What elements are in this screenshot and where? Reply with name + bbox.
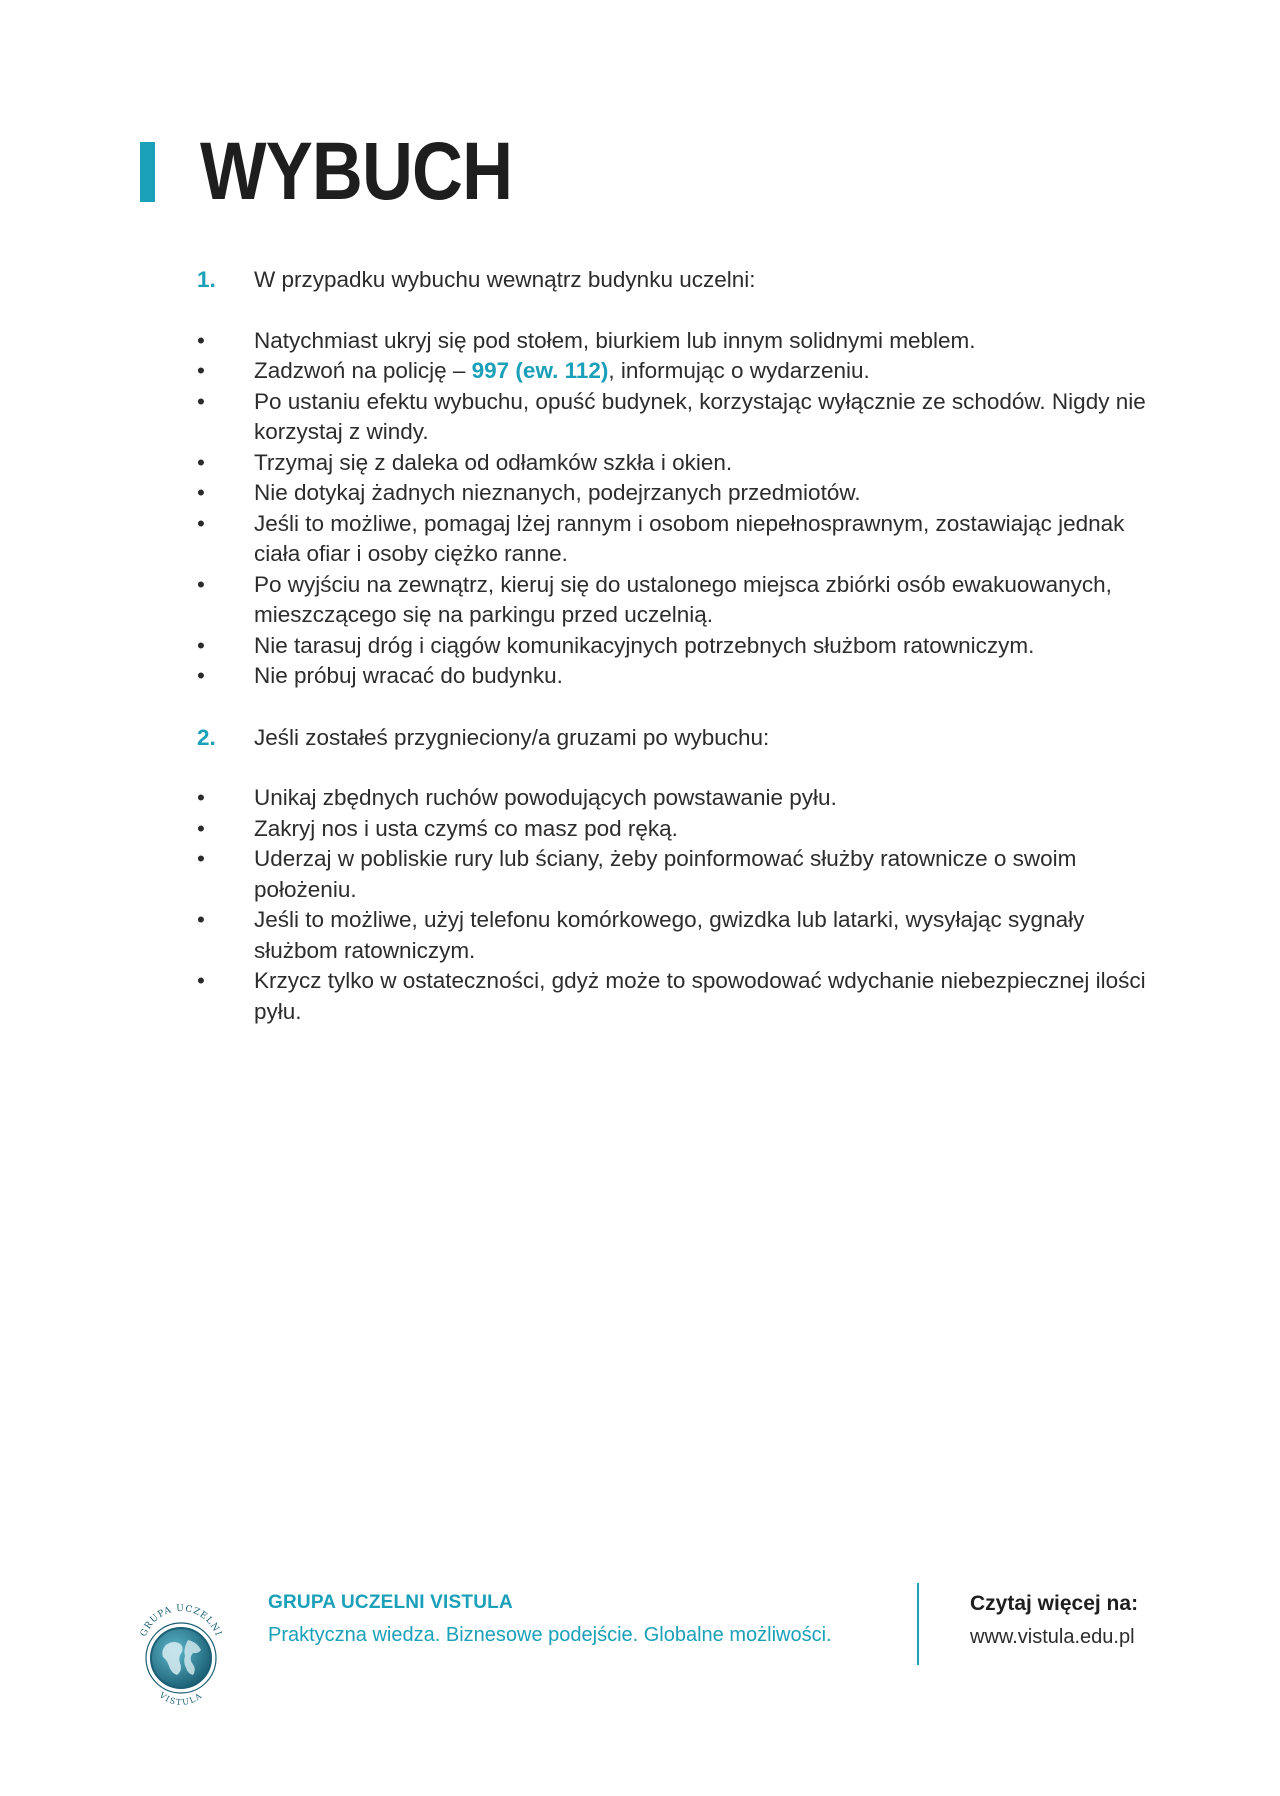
footer-read-more-label: Czytaj więcej na: [970,1592,1139,1615]
emergency-number: 997 (ew. 112) [471,358,609,383]
bullet-list [197,326,1157,692]
bullet-icon: • [197,388,205,414]
footer-brand-block [268,1592,832,1647]
list-item: • Uderzaj w pobliskie rury lub ściany, żeby poinformować służby ratownicze o swoim położeniu. [197,846,1077,902]
section-number: 1. [197,267,216,292]
list-item: • Po wyjściu na zewnątrz, kieruj się do ustalonego miejsca zbiórki osób ewakuowanych, mieszczącego się na parkingu przed uczelnią. [197,571,1112,627]
section-heading-text: W przypadku wybuchu wewnątrz budynku uczelni: [254,267,756,292]
bullet-icon: • [197,846,205,871]
bullet-icon: • [197,968,205,993]
list-item: • Trzymaj się z daleka od odłamków szkła i okien. [197,448,1157,479]
footer-read-more-block [970,1592,1138,1649]
section-heading [197,265,1157,296]
bullet-icon: • [197,785,205,810]
list-item: • Nie tarasuj dróg i ciągów komunikacyjnych potrzebnych służbom ratowniczym. [197,631,1157,662]
footer-website-link[interactable]: www.vistula.edu.pl [970,1626,1135,1648]
page-title: WYBUCH [200,126,513,217]
vistula-globe-logo-icon [132,1596,230,1708]
bullet-icon: • [197,907,205,932]
bullet-icon: • [197,571,205,597]
bullet-list [197,783,1157,1027]
section-number: 2. [197,724,216,750]
bullet-icon: • [197,358,205,383]
list-item: • Zakryj nos i usta czymś co masz pod ręką. [197,814,1157,845]
bullet-icon: • [197,327,205,353]
bullet-icon: • [197,663,205,688]
document-body [197,265,1157,1058]
svg-text:VISTULA: VISTULA [157,1690,205,1708]
list-item: • Jeśli to możliwe, użyj telefonu komórkowego, gwizdka lub latarki, wysyłając sygnały służbom ratowniczym. [197,907,1085,963]
footer-brand-name: GRUPA UCZELNI VISTULA [268,1592,513,1613]
list-item: • Unikaj zbędnych ruchów powodujących powstawanie pyłu. [197,783,1157,814]
list-item: • Zadzwoń na policję – 997 (ew. 112), informując o wydarzeniu. [197,356,1157,387]
svg-text:GRUPA UCZELNI: GRUPA UCZELNI [139,1603,223,1639]
bullet-icon: • [197,449,205,475]
bullet-icon: • [197,510,205,536]
section-heading-text: Jeśli zostałeś przygnieciony/a gruzami po wybuchu: [254,724,770,750]
list-item: • Krzycz tylko w ostateczności, gdyż może to spowodować wdychanie niebezpiecznej ilości pyłu. [197,968,1146,1024]
list-item: • Po ustaniu efektu wybuchu, opuść budynek, korzystając wyłącznie ze schodów. Nigdy nie korzystaj z windy. [197,388,1146,444]
footer-tagline: Praktyczna wiedza. Biznesowe podejście. Globalne możliwości. [268,1624,832,1646]
bullet-icon: • [197,632,205,658]
list-item: • Nie próbuj wracać do budynku. [197,661,1157,692]
list-item: • Natychmiast ukryj się pod stołem, biurkiem lub innym solidnymi meblem. [197,326,1157,357]
list-item: • Nie dotykaj żadnych nieznanych, podejrzanych przedmiotów. [197,478,1157,509]
section-1 [197,265,1157,692]
section-heading [197,723,1157,754]
list-item: • Jeśli to możliwe, pomagaj lżej rannym i osobom niepełnosprawnym, zostawiając jednak ciała ofiar i osoby ciężko ranne. [197,510,1125,566]
section-2 [197,723,1157,1028]
footer-divider [917,1583,919,1665]
bullet-icon: • [197,815,205,841]
title-accent-bar [140,142,155,202]
bullet-icon: • [197,480,205,505]
